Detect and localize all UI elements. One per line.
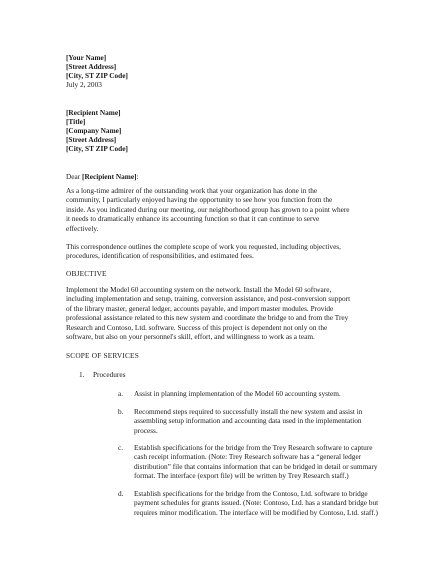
subitem-text — [134, 443, 378, 481]
subitem-marker: d. — [118, 489, 124, 498]
subitem-line: requires minor modification. The interface will be modified by Contoso, Ltd. staff.) — [134, 507, 378, 517]
list-number: 1. — [79, 370, 85, 379]
sender-city: [City, ST ZIP Code] — [66, 71, 128, 80]
intro-paragraph — [66, 186, 350, 233]
paragraph-line: of the library master, general ledger, accounts payable, and import master modules. Provide — [66, 303, 334, 313]
subitem-marker: c. — [118, 443, 124, 452]
subitem-line: cash receipt information. (Note: Trey Research software has a “general ledger — [134, 452, 362, 462]
subitem-line: Recommend steps required to successfully install the new system and assist in — [134, 407, 363, 416]
subitem-line: process. — [134, 425, 158, 435]
sender-street: [Street Address] — [66, 62, 117, 71]
paragraph-line: including implementation and setup, training, conversion assistance, and post-conversion support — [66, 294, 351, 304]
subitem-text — [134, 489, 378, 517]
salutation-prefix: Dear — [66, 172, 83, 181]
objective-paragraph — [66, 285, 350, 341]
salutation — [66, 172, 139, 181]
paragraph-line: community, I particularly enjoyed having the opportunity to see how you function from the — [66, 195, 333, 205]
subitem-line: format. The interface (export file) will be written by Trey Research staff.) — [134, 471, 349, 481]
recipient-name: [Recipient Name] — [66, 108, 121, 117]
subitem-marker: a. — [118, 389, 124, 398]
paragraph-line: Implement the Model 60 accounting system on the network. Install the Model 60 software, — [66, 285, 332, 294]
scope-heading: SCOPE OF SERVICES — [66, 351, 139, 360]
paragraph-line: effectively. — [66, 223, 99, 233]
paragraph-line: it needs to dramatically enhance its accounting function so that it can continue to serve — [66, 214, 320, 224]
paragraph-line: Research and Contoso, Ltd. software. Success of this project is dependent not only on the — [66, 322, 328, 332]
recipient-city: [City, ST ZIP Code] — [66, 144, 128, 153]
letter-date: July 2, 2003 — [66, 80, 102, 89]
subitem-line: Establish specifications for the bridge from the Trey Research software to capture — [134, 443, 373, 452]
subitem-line: Establish specifications for the bridge from the Contoso, Ltd. software to bridge — [134, 489, 368, 498]
subitem-text — [134, 389, 341, 398]
paragraph-line: procedures, identification of responsibilities, and estimated fees. — [66, 251, 254, 261]
subitem-text — [134, 407, 362, 435]
subitem-line: Assist in planning implementation of the Model 60 accounting system. — [134, 389, 341, 398]
paragraph-line: professional assistance related to this new system and coordinate the bridge to and from the Trey — [66, 313, 349, 323]
paragraph-line: This correspondence outlines the complete scope of work you requested, including objectives, — [66, 242, 341, 251]
subitem-line: payment schedules for grants issued. (Note: Contoso, Ltd. has a standard bridge but — [134, 498, 379, 508]
sender-name: [Your Name] — [66, 53, 107, 62]
paragraph-line: software, but also on your personnel's skill, effort, and willingness to work as a team. — [66, 331, 315, 341]
paragraph-line: inside. As you indicated during our meeting, our neighborhood group has grown to a point where — [66, 204, 350, 214]
procedures-title: Procedures — [93, 370, 126, 379]
recipient-title: [Title] — [66, 117, 86, 126]
subitem-line: assembling setup information and accounting data used in the implementation — [134, 416, 362, 426]
salutation-name: [Recipient Name] — [82, 172, 137, 181]
recipient-company: [Company Name] — [66, 126, 122, 135]
subitem-marker: b. — [118, 407, 124, 416]
scope-intro-paragraph — [66, 242, 341, 261]
paragraph-line: As a long-time admirer of the outstanding work that your organization has done in the — [66, 186, 318, 195]
objective-heading: OBJECTIVE — [66, 269, 107, 278]
subitem-line: distribution” file that contains information that can be bridged in detail or summary — [134, 461, 378, 471]
salutation-suffix: : — [136, 172, 139, 181]
recipient-street: [Street Address] — [66, 135, 117, 144]
